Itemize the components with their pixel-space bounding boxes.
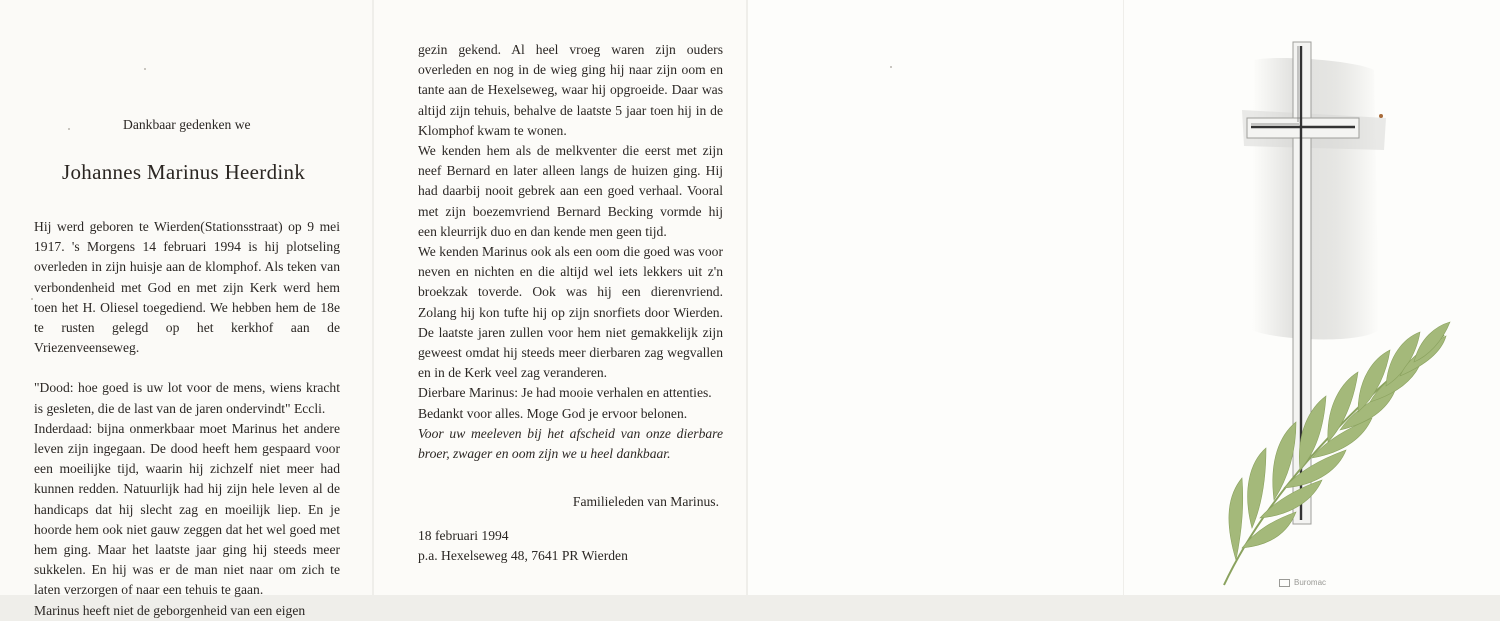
heading-thanks: Dankbaar gedenken we (123, 117, 251, 132)
paragraph-dear: Dierbare Marinus: Je had mooie verhalen en attenties. (418, 385, 712, 401)
brush-shading (1252, 58, 1379, 339)
brand-logo-icon (1279, 579, 1290, 587)
paragraph-continued: Marinus heeft niet de geborgenheid van een eigen (34, 602, 306, 618)
date-line: 18 februari 1994 (418, 528, 509, 543)
deceased-name: Johannes Marinus Heerdink (62, 160, 306, 184)
paragraph-indeed: Inderdaad: bijna onmerkbaar moet Marinus het andere leven zijn ingegaan. De dood heeft hem gespaard voor een moeilijke tijd, waarin hij zichzelf niet meer had kunnen redden. Natuurlijk had hij zijn hele leven al de handicaps dat hij slecht zag en moeilijk liep. En je hoorde hem ook niet gauw zeggen dat het wel goed met hem ging. Maar het laatste jaar ging hij steeds meer sukkelen. En hij was er de man niet naar om zich te laten verzorgen of naar een tehuis te gaan. (34, 420, 340, 598)
signature: Familieleden van Marinus. (572, 494, 719, 509)
middle-body-text (418, 40, 723, 424)
paragraph-birth: Hij werd geboren te Wierden(Stationsstraat) op 9 mei 1917. 's Morgens 14 februari 1994 is hij plotseling overleden in zijn huisje aan de klomphof. Als teken van verbondenheid met God en met zijn Kerk werd hem toen het H. Oliesel toegediend. We hebben hem de 18e te rusten gelegd op het kerkhof aan de Vriezenveenseweg. (34, 219, 340, 356)
paragraph-thanks-all: Bedankt voor alles. Moge God je ervoor belonen. (418, 405, 688, 421)
paper-speck (1379, 114, 1383, 118)
paper-speck (68, 128, 70, 130)
paper-speck (890, 66, 892, 68)
brand-mark (1279, 578, 1326, 587)
paragraph-milkman: We kenden hem als de melkventer die eerst met zijn neef Bernard en later alleen langs de huizen ging. Hij had daarbij nooit gebrek aan een goed verhaal. Vooral met zijn boezemvriend Bernard Becking vormde hij een kleurrijk duo en dan kende men geen tijd. (418, 143, 723, 239)
card-panel-left (0, 0, 372, 618)
paragraph-uncle: We kenden Marinus ook als een oom die goed was voor neven en nichten en die altijd wel iets lekkers uit z'n broekzak toverde. Ook was hij een dierenvriend. Zolang hij kon tufte hij op zijn snorfiets door Wierden. De laatste jaren zullen voor hem niet gemakkelijk zijn geweest omdat hij steeds meer dierbaren zag wegvallen en in de Kerk veel zag veranderen. (418, 244, 723, 381)
address-line: p.a. Hexelseweg 48, 7641 PR Wierden (418, 548, 628, 563)
paper-speck (31, 298, 33, 300)
left-body-text (34, 217, 340, 621)
card-panel-inside-blank (748, 0, 1123, 595)
card-panel-cross (1124, 0, 1500, 595)
card-panel-middle (374, 0, 746, 595)
paper-speck (144, 68, 146, 70)
brand-name: Buromac (1294, 578, 1327, 587)
paragraph-family: gezin gekend. Al heel vroeg waren zijn ouders overleden en nog in de wieg ging hij naar zijn oom en tante aan de Hexelseweg, waar hij opgroeide. Daar was altijd zijn tehuis, behalve de laatste 5 jaar toen hij in de Klomphof kwam te wonen. (418, 42, 723, 138)
cross-illustration (1124, 0, 1500, 595)
paragraph-quote: "Dood: hoe goed is uw lot voor de mens, wiens kracht is gesleten, die de last van de jaren ondervindt" Eccli. (34, 380, 340, 416)
palm-branch-icon (1224, 322, 1450, 585)
thanks-note: Voor uw meeleven bij het afscheid van onze dierbare broer, zwager en oom zijn we u heel dankbaar. (418, 426, 723, 461)
